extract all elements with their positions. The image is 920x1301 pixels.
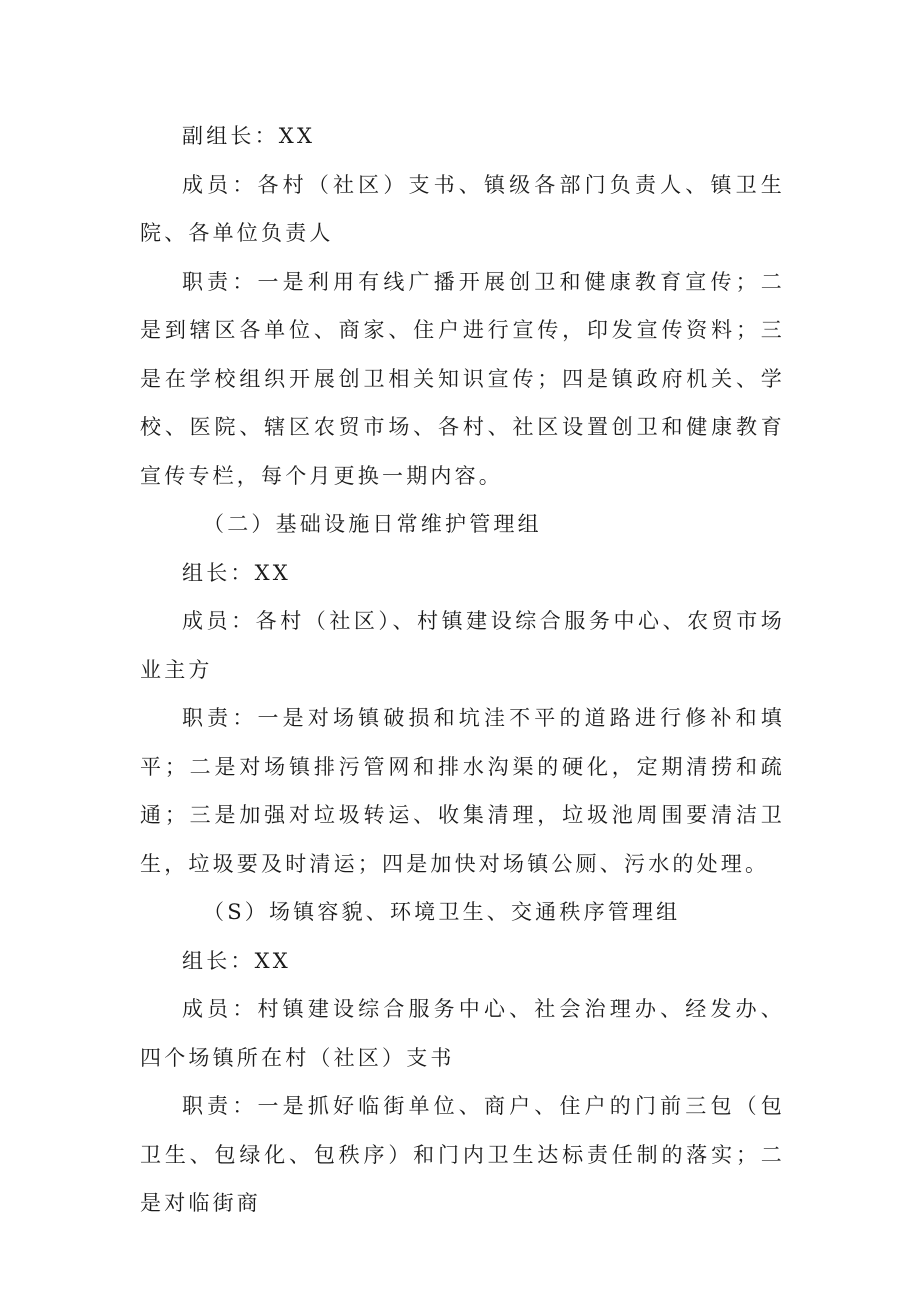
- members-line: 成员：村镇建设综合服务中心、社会治理办、经发办、四个场镇所在村（社区）支书: [140, 997, 785, 1070]
- duties-paragraph: 职责：一是利用有线广播开展创卫和健康教育宣传；二是到辖区各单位、商家、住户进行宣传，印发宣传资料；三是在学校组织开展创卫相关知识宣传；四是镇政府机关、学校、医院、辖区农贸市场、各村、社区设置创卫和健康教育宣传专栏，每个月更换一期内容。: [140, 269, 785, 488]
- vice-leader-line: 副组长：XX: [182, 124, 316, 148]
- section-heading-town-appearance: （S）场镇容貌、环境卫生、交通秩序管理组: [203, 900, 681, 924]
- members-line: 成员：各村（社区）支书、镇级各部门负责人、镇卫生院、各单位负责人: [140, 172, 785, 245]
- members-line: 成员：各村（社区）、村镇建设综合服务中心、农贸市场业主方: [140, 609, 785, 682]
- leader-line: 组长：XX: [182, 560, 291, 585]
- duties-paragraph: 职责：一是对场镇破损和坑洼不平的道路进行修补和填平；二是对场镇排污管网和排水沟渠的硬化，定期清捞和疏通；三是加强对垃圾转运、收集清理，垃圾池周围要清洁卫生，垃圾要及时清运；四是加快对场镇公厕、污水的处理。: [140, 706, 785, 876]
- document-body: [140, 112, 785, 1228]
- section-heading-infrastructure: （二）基础设施日常维护管理组: [203, 512, 542, 536]
- leader-line: 组长：XX: [182, 948, 291, 973]
- duties-paragraph: 职责：一是抓好临街单位、商户、住户的门前三包（包卫生、包绿化、包秩序）和门内卫生达标责任制的落实；二是对临街商: [140, 1094, 785, 1215]
